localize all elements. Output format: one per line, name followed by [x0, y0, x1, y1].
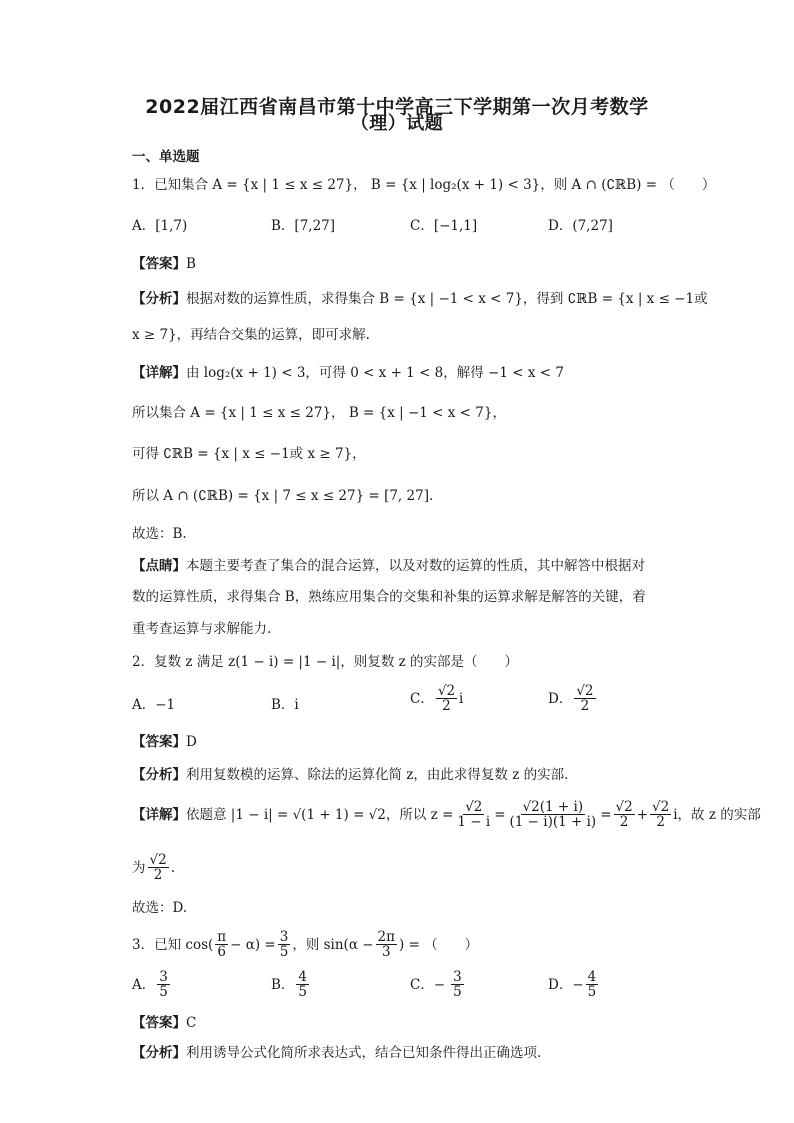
q3-option-d: D． − $\frac{4}{5}$ — [548, 969, 597, 1001]
q1-analysis-line-1: 【分析】根据对数的运算性质，求得集合 B = {x | −1 < x < 7}，得到 ∁ℝB = {x | x ≤ −1或 — [132, 291, 708, 307]
q1-analysis-line-2: x ≥ 7}，再结合交集的运算，即可求解. — [132, 327, 370, 343]
comment-tag: 【点睛】 — [132, 558, 186, 574]
analysis-tag: 【分析】 — [132, 767, 186, 783]
q1-comment-line-3: 重考查运算与求解能力. — [132, 621, 272, 637]
q2-option-b: B．i — [271, 697, 299, 713]
analysis-tag: 【分析】 — [132, 1045, 186, 1061]
q1-option-c: C．[−1,1] — [410, 218, 478, 234]
q2-option-c: C． $\frac{√2}{2}$ i — [410, 683, 464, 715]
answer-value: C — [186, 1015, 197, 1031]
q1-detail-line-1: 【详解】由 log₂(x + 1) < 3，可得 0 < x + 1 < 8，解得 −1 < x < 7 — [132, 365, 564, 381]
q3-answer — [132, 1013, 196, 1033]
q3-option-b: B． $\frac{4}{5}$ — [271, 969, 308, 1001]
q1-choose: 故选：B. — [132, 526, 187, 542]
q3-stem: 3．已知 cos( $\frac{\pi}{6}$ − α) = $\frac{3}{5}$ ，则 sin(α − $\frac{2\pi}{3}$ ) = （ ） — [132, 929, 479, 961]
q2-analysis: 【分析】利用复数模的运算、除法的运算化简 z，由此求得复数 z 的实部. — [132, 767, 569, 783]
answer-tag: 【答案】 — [132, 734, 186, 750]
q1-option-b: B．[7,27] — [271, 218, 336, 234]
q3-option-a: A． $\frac{3}{5}$ — [132, 969, 168, 1001]
q2-stem: 2．复数 z 满足 z(1 − i) = |1 − i|，则复数 z 的实部是（ ） — [132, 654, 519, 670]
answer-value: B — [186, 256, 196, 272]
q1-detail-line-3: 可得 ∁ℝB = {x | x ≤ −1或 x ≥ 7}， — [132, 446, 366, 462]
q1-option-a: A．[1,7) — [132, 218, 188, 234]
answer-tag: 【答案】 — [132, 256, 186, 272]
q2-option-d: D． $\frac{√2}{2}$ — [548, 683, 594, 715]
section-heading: 一、单选题 — [132, 149, 200, 165]
q1-detail-line-2: 所以集合 A = {x | 1 ≤ x ≤ 27}， B = {x | −1 < x < 7}， — [132, 405, 506, 421]
q3-analysis: 【分析】利用诱导公式化简所求表达式，结合已知条件得出正确选项. — [132, 1045, 542, 1061]
q2-choose: 故选：D. — [132, 900, 188, 916]
q2-detail-line-2: 为 $\frac{√2}{2}$ . — [132, 852, 175, 884]
document-title-line-2: （理）试题 — [350, 113, 444, 134]
q3-option-c: C． − $\frac{3}{5}$ — [410, 969, 462, 1001]
q2-answer — [132, 732, 197, 752]
analysis-tag: 【分析】 — [132, 291, 186, 307]
detail-tag: 【详解】 — [132, 806, 186, 823]
answer-value: D — [186, 734, 197, 750]
q1-comment-line-2: 数的运算性质，求得集合 B，熟练应用集合的交集和补集的运算求解是解答的关键，着 — [132, 589, 646, 605]
detail-tag: 【详解】 — [132, 365, 186, 381]
q1-answer — [132, 254, 196, 274]
answer-tag: 【答案】 — [132, 1015, 186, 1031]
q2-option-a: A．−1 — [132, 697, 176, 713]
q2-detail-line-1: 【详解】 依题意 |1 − i| = √(1 + 1) = √2，所以 z = $\frac{√2}{1 - i}$ = $\frac{√2(1 + i)}{(1 - i)(1 + i)}$ = $\frac{√2}{2}$ + $\frac{√2}{2}$ i，故 z 的实部 — [132, 799, 761, 831]
q1-detail-line-4: 所以 A ∩ (∁ℝB) = {x | 7 ≤ x ≤ 27} = [7, 27]. — [132, 488, 434, 504]
q1-comment-line-1: 【点睛】本题主要考查了集合的混合运算，以及对数的运算的性质，其中解答中根据对 — [132, 558, 645, 574]
q1-option-d: D．(7,27] — [548, 218, 613, 234]
document-title-line-1: 2022届江西省南昌市第十中学高三下学期第一次月考数学 — [145, 96, 649, 118]
q1-stem: 1．已知集合 A = {x | 1 ≤ x ≤ 27}， B = {x | log₂(x + 1) < 3}，则 A ∩ (∁ℝB) = （ ） — [132, 177, 716, 193]
